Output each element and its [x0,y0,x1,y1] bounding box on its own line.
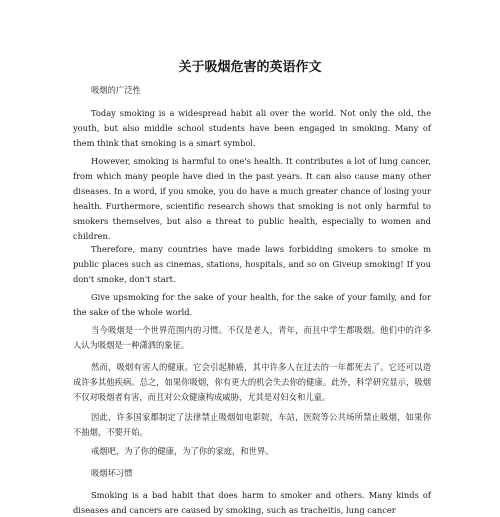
paragraph-en-1: Today smoking is a widespread habit ali over the world. Not only the old, the youth, but also middle school students have been engaged in smoking. Many of them think that smoking is a smart symbol. [73,108,431,148]
paragraph-en-2: However, smoking is harmful to one's health. It contributes a lot of lung cancer, from which many people have died in the past years. It can also cause many other diseases. In a word, if you smoke, you do have a much greater chance of losing your health. Furthermore, scientific research shows that smoking is not only harmful to smokers themselves, but also a threat to public health, especially to women and children. [73,156,431,241]
paragraph-en-5: Smoking is a bad habit that does harm to smoker and others. Many kinds of diseases and cancers are caused by smoking, such as tracheitis, lung cancer [73,490,431,515]
section-heading-bad-habit: 吸烟坏习惯 [91,468,133,478]
paragraph-zh-2: 然而，吸烟有害人的健康。它会引起肺癌，其中许多人在过去的一年都死去了。它还可以造成许多其他疾病。总之，如果你吸烟，你有更大的机会失去你的健康。此外，科学研究显示，吸烟不仅对吸烟者有害，而且对公众健康构成威胁，尤其是对妇女和儿童。 [73,362,431,402]
paragraph-zh-3: 因此，许多国家都制定了法律禁止吸烟如电影院，车站，医院等公共场所禁止吸烟，如果你不抽烟，不要开始。 [73,412,431,437]
paragraph-zh-1: 当今吸烟是一个世界范围内的习惯。不仅是老人，青年，而且中学生都吸烟。他们中的许多人认为吸烟是一种潇洒的象征。 [73,325,431,350]
document-title: 关于吸烟危害的英语作文 [178,60,322,75]
section-heading-prevalence: 吸烟的广泛性 [91,85,141,95]
paragraph-en-3: Therefore, many countries have made laws forbidding smokers to smoke m public places such as cinemas, stations, hospitals, and so on Giveup smoking! If you don't smoke, don't start. [73,244,431,284]
paragraph-zh-4: 戒烟吧，为了你的健康，为了你的家庭，和世界。 [91,446,274,456]
paragraph-en-4: Give upsmoking for the sake of your health, for the sake of your family, and for the sake of the whole world. [73,292,431,317]
